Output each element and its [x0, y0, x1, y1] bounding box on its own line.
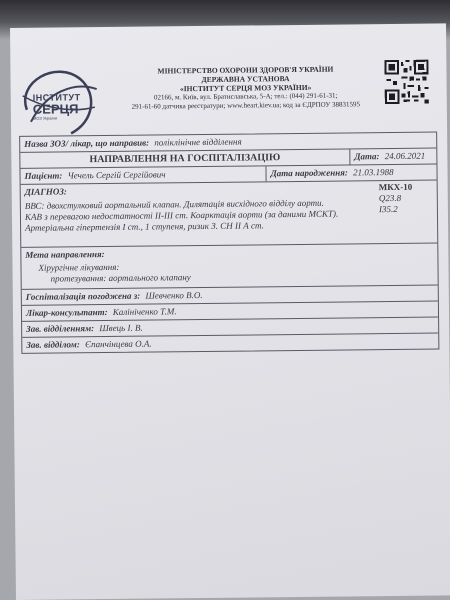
mkx-code-2: I35.2 [378, 203, 398, 215]
date-cell [349, 149, 436, 165]
dept-row [22, 334, 438, 353]
patient-label: Пацієнт: [24, 170, 63, 181]
agreed-label: Госпіталізація погоджена з: [25, 290, 141, 302]
logo-text [33, 93, 93, 121]
ministry-address-2: 291-61-60 датчика реєстратури; www.heart.kiev.ua; код за ЄДРПОУ 38831595 [131, 100, 361, 111]
mkx-code-1: Q23.8 [378, 192, 402, 204]
diagnosis-label: ДІАГНОЗ: [24, 186, 67, 197]
consultant-label: Лікар-консультант: [25, 306, 108, 318]
purpose-line-2: протезування: аортального клапану [50, 272, 191, 284]
logo-line-1: ІНСТИТУТ [32, 92, 81, 103]
dept-label: Зав. відділом: [26, 339, 80, 350]
head-value: Швець І. В. [99, 322, 143, 334]
logo-line-3: МОЗ України [32, 115, 58, 121]
birth-value: 21.03.1988 [353, 166, 394, 178]
date-value: 24.06.2021 [384, 150, 426, 162]
document-sheet [10, 23, 450, 600]
birth-label: Дата народження: [270, 167, 348, 179]
form-title: НАПРАВЛЕННЯ НА ГОСПІТАЛІЗАЦІЮ [89, 152, 281, 166]
purpose-line-1: Хірургічне лікування: [38, 261, 120, 273]
qr-code-icon [384, 60, 428, 104]
referrer-value: поліклінічне відділення [154, 136, 242, 148]
dept-value: Єпанчінцева О.А. [85, 338, 152, 350]
date-label: Дата: [354, 151, 380, 162]
diagnosis-line-2: КАВ з перевагою недостатності ІІ-ІІІ ст. Коарктація аорти (за даними МСКТ). [24, 208, 339, 222]
ministry-line-2: ДЕРЖАВНА УСТАНОВА [201, 74, 290, 84]
referrer-label: Назва ЗОЗ/ лікар, що направив: [24, 137, 150, 149]
patient-value: Чечель Сергій Сергійович [67, 169, 166, 181]
purpose-row [21, 244, 437, 290]
purpose-label: Мета направлення: [25, 249, 105, 260]
diagnosis-line-1: ВВС: двохстулковий аортальний клапан. Дилятація висхідного відділу аорти. [24, 197, 324, 211]
logo-line-2: СЕРЦЯ [32, 101, 79, 117]
birth-cell [265, 165, 436, 182]
ministry-header [120, 64, 370, 112]
consultant-value: Калініченко Т.М. [112, 306, 177, 317]
referral-form [19, 132, 439, 354]
mkx-codes [379, 182, 431, 216]
mkx-label: МКХ-10 [378, 181, 413, 193]
diagnosis-line-3: Артеріальна гіпертензія І ст., 1 ступеня, ризик 3. СН ІІ А ст. [25, 220, 264, 233]
ministry-line-3: «ІНСТИТУТ СЕРЦЯ МОЗ УКРАЇНИ» [179, 82, 312, 94]
patient-cell [20, 166, 265, 184]
ministry-address-1: 02166, м. Київ, вул. Братиславська, 5-А; тел.: (044) 291-61-31; [153, 91, 338, 102]
head-label: Зав. відділенням: [26, 323, 95, 334]
ministry-line-1: МІНІСТЕРСТВО ОХОРОНИ ЗДОРОВ'Я УКРАЇНИ [157, 64, 334, 76]
agreed-value: Шевченко В.О. [145, 289, 203, 301]
diagnosis-text [21, 196, 379, 237]
diagnosis-row [21, 181, 438, 248]
